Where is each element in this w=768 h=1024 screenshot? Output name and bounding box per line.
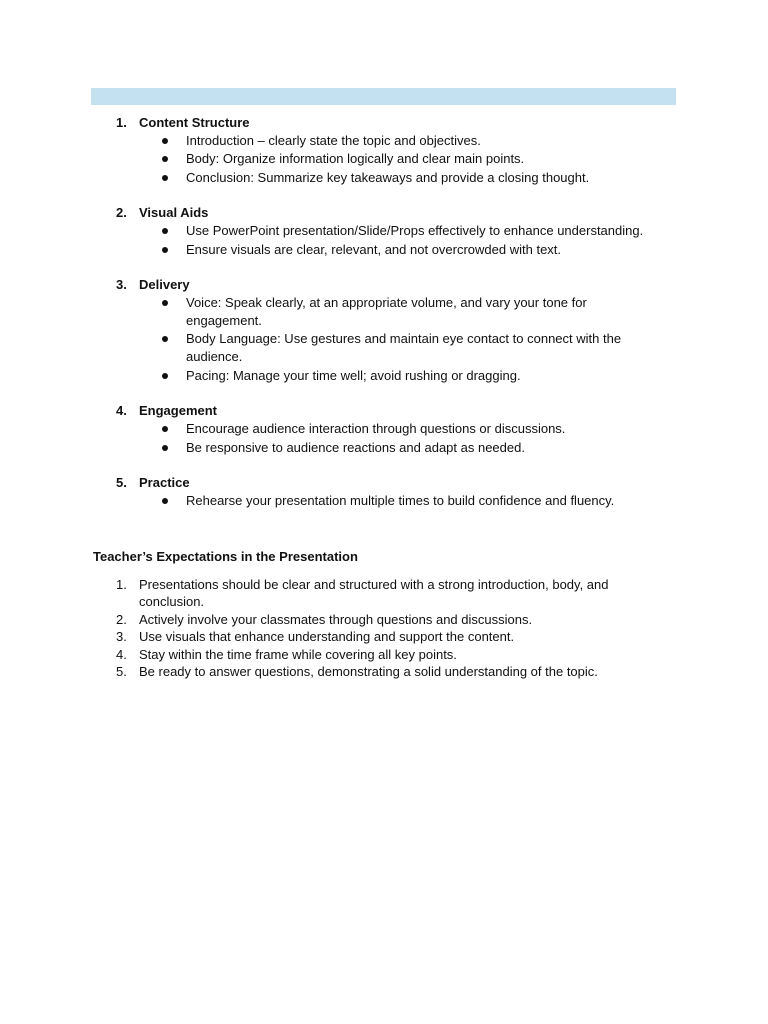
bullet-text: Voice: Speak clearly, at an appropriate volume, and vary your tone for engagement. [186, 295, 587, 328]
expectation-number: 3. [116, 629, 127, 644]
bullet-text: Introduction – clearly state the topic and objectives. [186, 133, 481, 148]
section-title: Visual Aids [139, 205, 209, 220]
expectation-text: Actively involve your classmates through questions and discussions. [139, 612, 533, 627]
expectation-text: Use visuals that enhance understanding and support the content. [139, 629, 515, 644]
expectation-number: 5. [116, 664, 127, 679]
section-number: 4. [116, 403, 127, 418]
expectation-number: 2. [116, 612, 127, 627]
section-number: 2. [116, 205, 127, 220]
header-band [91, 88, 676, 105]
bullet-text: Conclusion: Summarize key takeaways and provide a closing thought. [186, 170, 590, 185]
section-title: Content Structure [139, 115, 250, 130]
bullet-text: Encourage audience interaction through questions or discussions. [186, 421, 566, 436]
bullet-dot-icon [162, 175, 168, 181]
bullet-dot-icon [162, 373, 168, 379]
expectation-number: 4. [116, 647, 127, 662]
bullet-dot-icon [162, 336, 168, 342]
bullet-dot-icon [162, 426, 168, 432]
bullet-dot-icon [162, 156, 168, 162]
section-title: Practice [139, 475, 190, 490]
bullet-dot-icon [162, 498, 168, 504]
section-title: Engagement [139, 403, 218, 418]
bullet-dot-icon [162, 300, 168, 306]
bullet-text: Body: Organize information logically and clear main points. [186, 151, 525, 166]
section-number: 1. [116, 115, 127, 130]
expectation-text: Stay within the time frame while covering all key points. [139, 647, 457, 662]
expectation-text: Presentations should be clear and structured with a strong introduction, body, and conclusion. [139, 577, 609, 609]
bullet-text: Body Language: Use gestures and maintain eye contact to connect with the audience. [186, 331, 622, 364]
section-number: 5. [116, 475, 127, 490]
expectations-heading: Teacher’s Expectations in the Presentation [93, 549, 358, 564]
bullet-dot-icon [162, 247, 168, 253]
section-number: 3. [116, 277, 127, 292]
bullet-dot-icon [162, 445, 168, 451]
bullet-text: Rehearse your presentation multiple times to build confidence and fluency. [186, 493, 615, 508]
expectation-number: 1. [116, 577, 127, 592]
bullet-dot-icon [162, 228, 168, 234]
bullet-text: Be responsive to audience reactions and adapt as needed. [186, 440, 525, 455]
expectation-text: Be ready to answer questions, demonstrating a solid understanding of the topic. [139, 664, 598, 679]
section-title: Delivery [139, 277, 190, 292]
bullet-text: Use PowerPoint presentation/Slide/Props effectively to enhance understanding. [186, 223, 644, 238]
bullet-text: Pacing: Manage your time well; avoid rushing or dragging. [186, 368, 521, 383]
bullet-text: Ensure visuals are clear, relevant, and not overcrowded with text. [186, 242, 562, 257]
bullet-dot-icon [162, 138, 168, 144]
